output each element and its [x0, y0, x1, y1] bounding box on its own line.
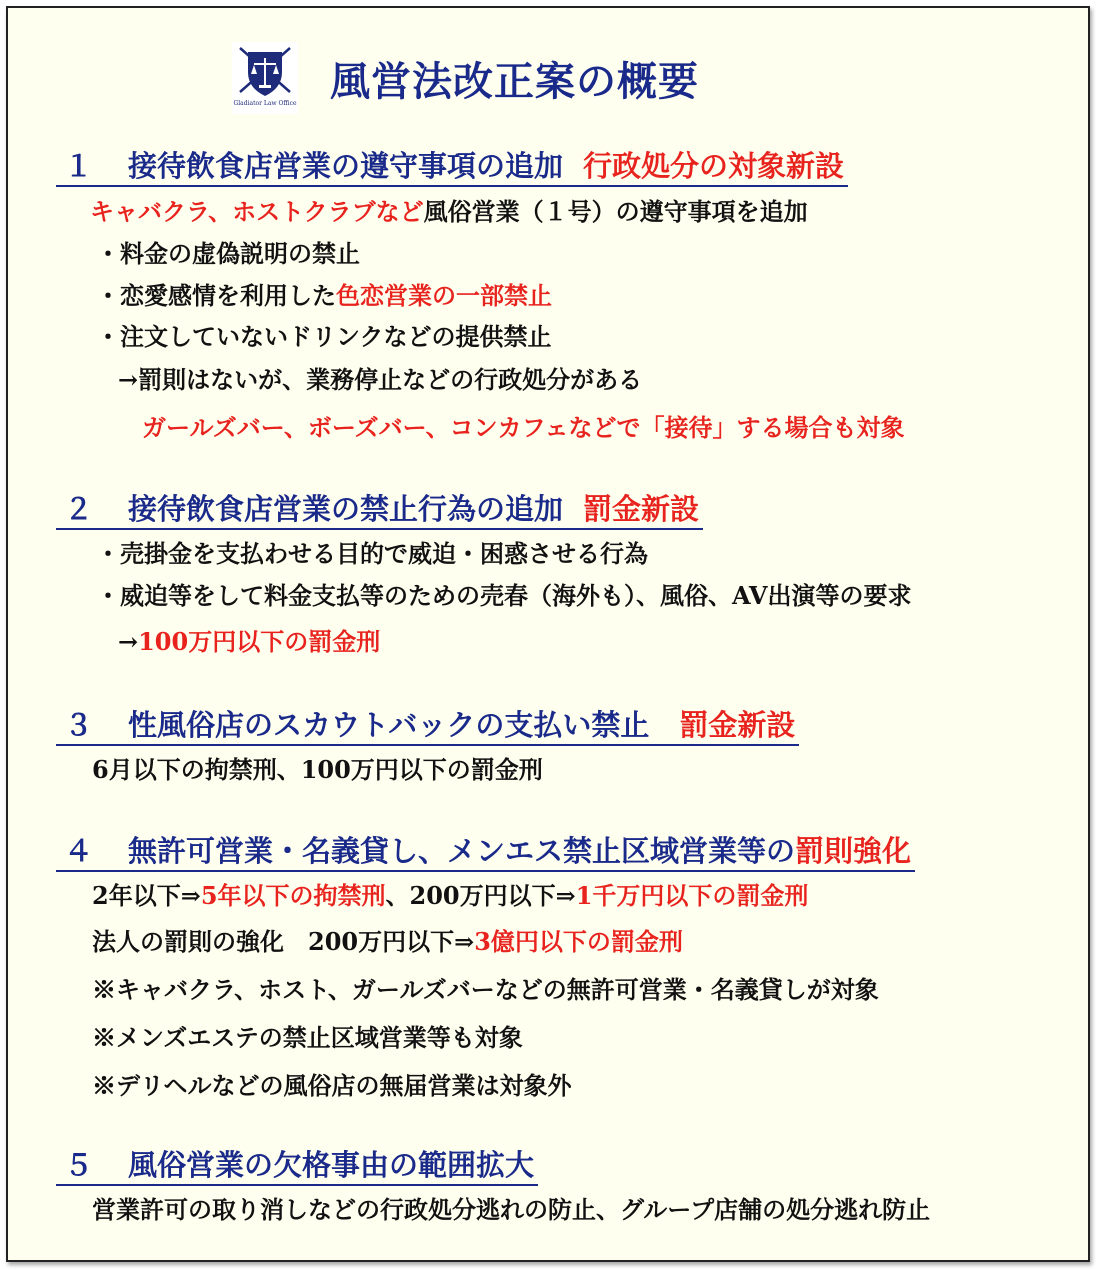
line-text: 法人の罰則の強化 200万円以下⇒	[92, 927, 475, 956]
section-5-line-1	[92, 1194, 930, 1226]
section-title: 接待飲食店営業の禁止行為の追加	[128, 492, 564, 526]
line-text: ・売掛金を支払わせる目的で威迫・困惑させる行為	[96, 539, 648, 568]
line-prefix: →	[118, 627, 139, 656]
section-4-line-4	[92, 1022, 523, 1054]
line-highlight: キャバクラ、ホストクラブなど	[90, 197, 424, 226]
section-badge: 罰金新設	[583, 492, 700, 526]
line-text: 、200万円以下⇒	[385, 881, 576, 910]
section-number: ４	[64, 834, 94, 868]
line-text: ・注文していないドリンクなどの提供禁止	[96, 322, 552, 351]
section-1-line-3	[96, 280, 552, 312]
section-title: 風俗営業の欠格事由の範囲拡大	[128, 1148, 535, 1182]
line-text: 風俗営業（１号）の遵守事項を追加	[423, 197, 808, 226]
section-1-line-4	[96, 321, 552, 353]
line-text: ・料金の虚偽説明の禁止	[96, 239, 360, 268]
section-2-heading	[56, 490, 703, 530]
slide	[6, 6, 1090, 1262]
section-4-line-3	[92, 974, 879, 1006]
section-5-heading	[56, 1146, 538, 1186]
line-text: 6月以下の拘禁刑、100万円以下の罰金刑	[92, 755, 543, 784]
section-1-line-6	[142, 412, 904, 444]
section-2-line-1	[96, 538, 648, 570]
section-badge: 罰金新設	[679, 708, 796, 742]
section-badge: 罰則強化	[795, 834, 912, 868]
section-4-line-1	[92, 880, 808, 912]
section-1-line-5	[118, 364, 642, 396]
line-text: ※メンズエステの禁止区域営業等も対象	[92, 1023, 523, 1052]
section-4-line-2	[92, 926, 683, 958]
line-highlight: 5年以下の拘禁刑	[200, 881, 386, 910]
line-text: ・威迫等をして料金支払等のための売春（海外も）、風俗、AV出演等の要求	[96, 581, 912, 610]
section-2-line-3	[118, 626, 380, 658]
line-text: 2年以下⇒	[92, 881, 201, 910]
section-4-heading	[56, 832, 915, 872]
section-badge: 行政処分の対象新設	[583, 149, 845, 183]
section-title: 性風俗店のスカウトバックの支払い禁止	[128, 708, 650, 742]
section-title: 無許可営業・名義貸し、メンエス禁止区域営業等の	[128, 834, 796, 868]
line-highlight: 3億円以下の罰金刑	[474, 927, 683, 956]
section-3-line-1	[92, 754, 543, 786]
line-highlight: 100万円以下の罰金刑	[138, 627, 381, 656]
section-number: ２	[64, 492, 94, 526]
shield-scales-icon	[232, 42, 298, 100]
logo	[232, 42, 298, 114]
line-text: 営業許可の取り消しなどの行政処分逃れの防止、グループ店舗の処分逃れ防止	[92, 1195, 931, 1224]
line-text: ※キャバクラ、ホスト、ガールズバーなどの無許可営業・名義貸しが対象	[92, 975, 879, 1004]
section-1-heading	[56, 147, 848, 187]
line-text: →罰則はないが、業務停止などの行政処分がある	[118, 365, 643, 394]
section-title: 接待飲食店営業の遵守事項の追加	[128, 149, 564, 183]
section-number: ５	[64, 1148, 94, 1182]
line-highlight: 1千万円以下の罰金刑	[575, 881, 809, 910]
section-1-line-1	[90, 196, 808, 228]
line-text: ※デリヘルなどの風俗店の無届営業は対象外	[92, 1071, 572, 1100]
logo-text: Gladiator Law Office	[233, 100, 297, 107]
section-1-line-2	[96, 238, 360, 270]
line-highlight: 色恋営業の一部禁止	[336, 281, 552, 310]
line-highlight: ガールズバー、ボーズバー、コンカフェなどで「接待」する場合も対象	[142, 413, 905, 442]
section-number: １	[64, 149, 94, 183]
section-number: ３	[64, 708, 94, 742]
line-text: ・恋愛感情を利用した	[96, 281, 336, 310]
section-2-line-2	[96, 580, 912, 612]
section-4-line-5	[92, 1070, 572, 1102]
section-3-heading	[56, 706, 799, 746]
page-title: 風営法改正案の概要	[330, 59, 699, 105]
